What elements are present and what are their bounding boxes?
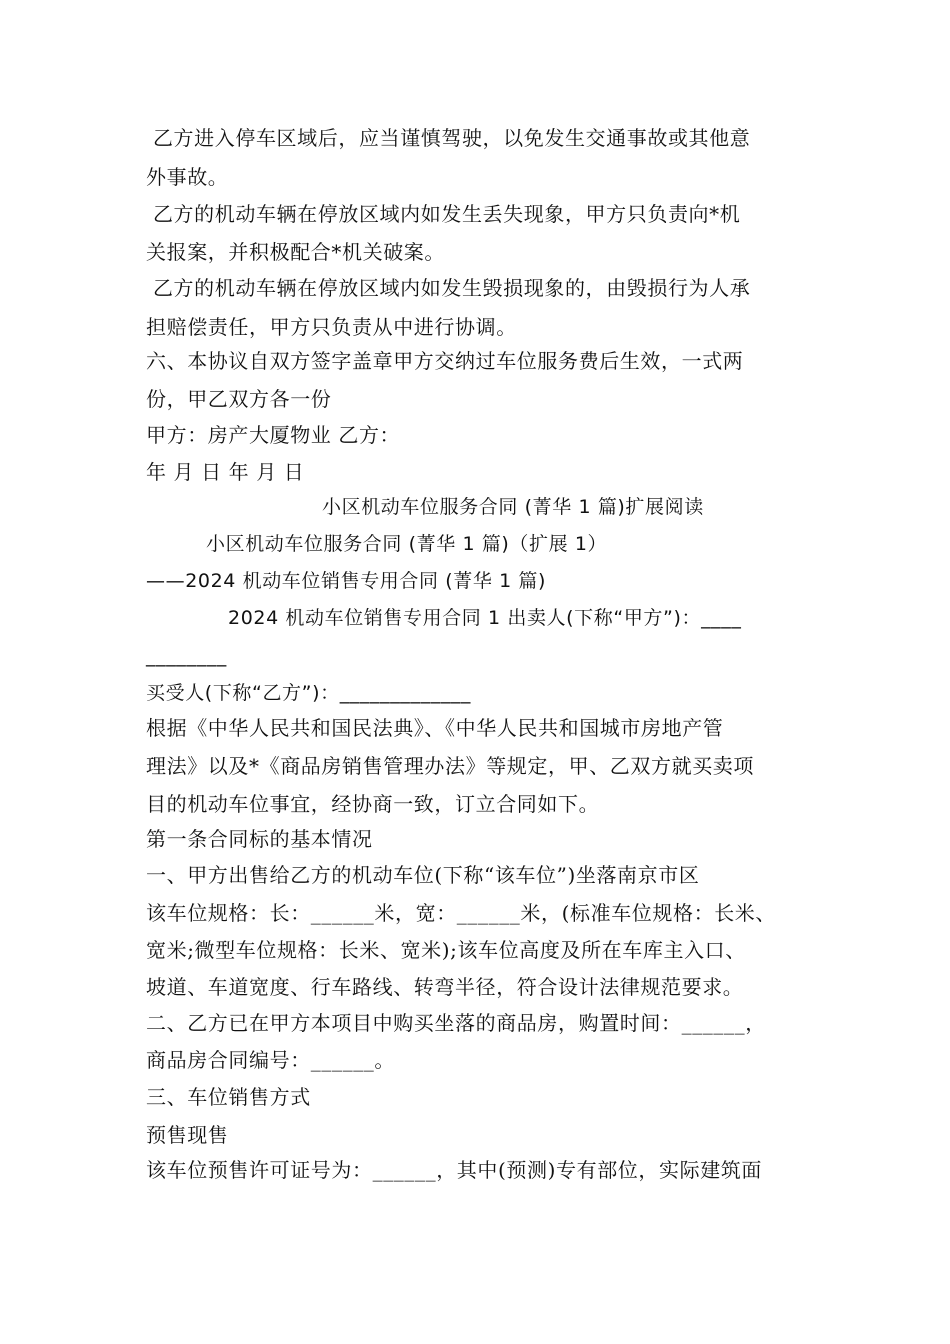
paragraph-line: 该车位预售许可证号为：______，其中(预测)专有部位，实际建筑面 [146, 1158, 763, 1182]
paragraph-line: 关报案，并积极配合*机关破案。 [146, 240, 445, 264]
paragraph-line: 外事故。 [146, 165, 229, 189]
paragraph-line: 二、乙方已在甲方本项目中购买坐落的商品房，购置时间：______， [146, 1011, 766, 1035]
paragraph-line: 根据《中华人民共和国民法典》、《中华人民共和国城市房地产管 [146, 716, 724, 740]
extended-reading-heading: 小区机动车位服务合同 (菁华 1 篇)扩展阅读 [322, 496, 704, 518]
paragraph-line: 一、甲方出售给乙方的机动车位(下称“该车位”)坐落南京市区 [146, 863, 700, 887]
paragraph-line: 坡道、车道宽度、行车路线、转弯半径，符合设计法律规范要求。 [146, 975, 744, 999]
paragraph-line: 乙方的机动车辆在停放区域内如发生毁损现象的，由毁损行为人承 [146, 276, 751, 300]
paragraph-line: 宽米;微型车位规格：长米、宽米);该车位高度及所在车库主入口、 [146, 938, 746, 962]
buyer-line: 买受人(下称“乙方”)：_____________ [146, 682, 472, 704]
paragraph-line: 目的机动车位事宜，经协商一致，订立合同如下。 [146, 792, 600, 816]
signature-line: 甲方：房产大厦物业 乙方： [146, 423, 401, 447]
paragraph-line: 担赔偿责任，甲方只负责从中进行协调。 [146, 315, 517, 339]
paragraph-line: 六、本协议自双方签字盖章甲方交纳过车位服务费后生效，一式两 [146, 349, 744, 373]
section-heading: 三、车位销售方式 [146, 1085, 311, 1109]
seller-line: 2024 机动车位销售专用合同 1 出卖人(下称“甲方”)：____ [228, 607, 742, 629]
extension-subheading: 小区机动车位服务合同 (菁华 1 篇)（扩展 1） [206, 533, 608, 555]
paragraph-line: 该车位规格：长：______米，宽：______米，(标准车位规格：长米、 [146, 901, 777, 925]
contract-title: ——2024 机动车位销售专用合同 (菁华 1 篇) [146, 570, 547, 592]
paragraph-line: 商品房合同编号：______。 [146, 1048, 395, 1072]
paragraph-line: 乙方进入停车区域后，应当谨慎驾驶，以免发生交通事故或其他意 [146, 126, 751, 150]
date-line: 年 月 日 年 月 日 [146, 460, 305, 484]
paragraph-line: 份，甲乙双方各一份 [146, 387, 332, 411]
paragraph-line: 乙方的机动车辆在停放区域内如发生丢失现象，甲方只负责向*机 [146, 202, 741, 226]
seller-blank-continuation: ________ [146, 645, 227, 667]
paragraph-line: 预售现售 [146, 1123, 229, 1147]
article-heading: 第一条合同标的基本情况 [146, 827, 373, 851]
paragraph-line: 理法》以及*《商品房销售管理办法》等规定，甲、乙双方就买卖项 [146, 754, 754, 778]
